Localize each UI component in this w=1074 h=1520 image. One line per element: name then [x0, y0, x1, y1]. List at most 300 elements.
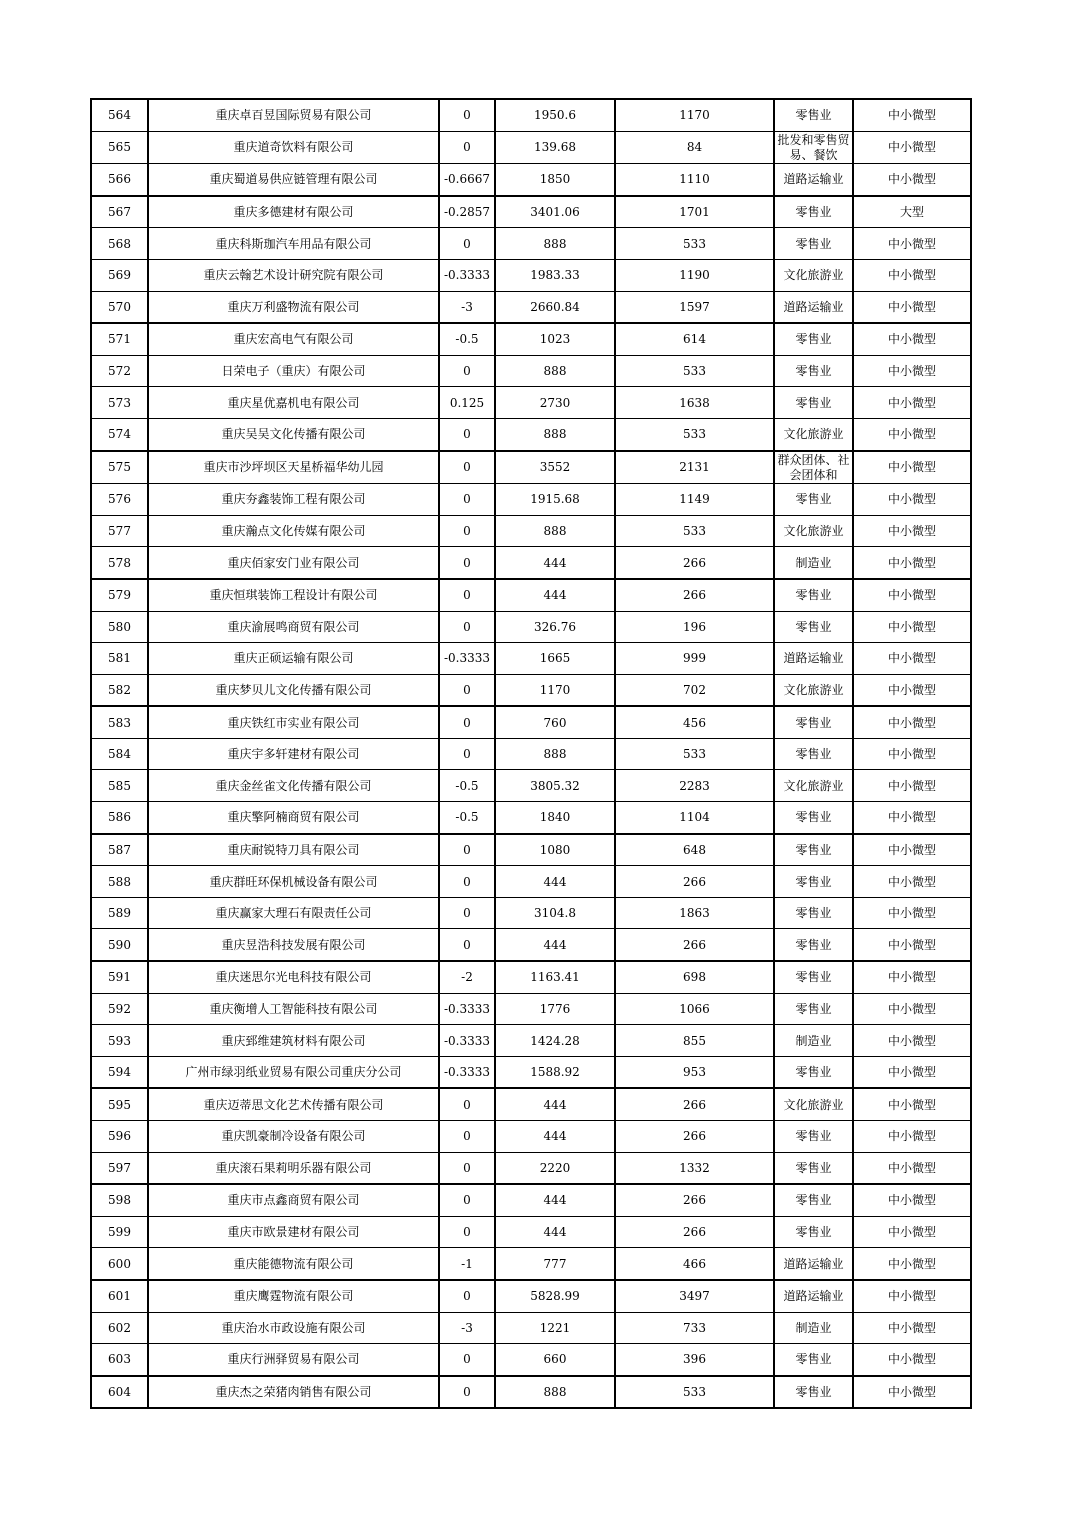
company-name-cell: 重庆市欧景建材有限公司: [148, 1216, 439, 1248]
subsidy-cell: 999: [615, 643, 774, 675]
amount-cell: 326.76: [495, 611, 615, 643]
change-value-cell: 0: [439, 131, 495, 164]
industry-cell: 零售业: [774, 1152, 853, 1184]
enterprise-size-cell: 中小微型: [853, 706, 971, 738]
company-name-cell: 重庆恒琪装饰工程设计有限公司: [148, 579, 439, 611]
change-value-cell: -0.5: [439, 323, 495, 355]
change-value-cell: 0: [439, 897, 495, 929]
row-number-cell: 584: [91, 738, 148, 770]
table-row: [91, 1216, 971, 1248]
subsidy-cell: 266: [615, 1216, 774, 1248]
enterprise-size-cell: 中小微型: [853, 547, 971, 579]
subsidy-cell: 266: [615, 929, 774, 961]
industry-cell: 制造业: [774, 547, 853, 579]
industry-cell: 道路运输业: [774, 643, 853, 675]
subsidy-cell: 1597: [615, 291, 774, 323]
change-value-cell: 0.125: [439, 387, 495, 419]
industry-cell: 零售业: [774, 1184, 853, 1216]
company-name-cell: 重庆蜀道易供应链管理有限公司: [148, 164, 439, 196]
table-row: [91, 961, 971, 993]
subsidy-cell: 614: [615, 323, 774, 355]
table-row: [91, 228, 971, 260]
table-row: [91, 579, 971, 611]
table-row: [91, 515, 971, 547]
change-value-cell: 0: [439, 484, 495, 516]
change-value-cell: -2: [439, 961, 495, 993]
amount-cell: 3805.32: [495, 770, 615, 802]
row-number-cell: 592: [91, 993, 148, 1025]
row-number-cell: 569: [91, 259, 148, 291]
enterprise-size-cell: 中小微型: [853, 1280, 971, 1312]
industry-cell: 零售业: [774, 579, 853, 611]
row-number-cell: 602: [91, 1312, 148, 1344]
enterprise-size-cell: 中小微型: [853, 674, 971, 706]
subsidy-cell: 733: [615, 1312, 774, 1344]
amount-cell: 444: [495, 1184, 615, 1216]
enterprise-size-cell: 中小微型: [853, 228, 971, 260]
enterprise-size-cell: 中小微型: [853, 1088, 971, 1120]
company-name-cell: 重庆多德建材有限公司: [148, 196, 439, 228]
enterprise-size-cell: 中小微型: [853, 1025, 971, 1057]
table-row: [91, 1344, 971, 1376]
industry-cell: 零售业: [774, 993, 853, 1025]
change-value-cell: -0.3333: [439, 259, 495, 291]
row-number-cell: 568: [91, 228, 148, 260]
industry-cell: 零售业: [774, 897, 853, 929]
company-name-cell: 重庆云翰艺术设计研究院有限公司: [148, 259, 439, 291]
company-name-cell: 重庆正硕运输有限公司: [148, 643, 439, 675]
company-name-cell: 重庆耐锐特刀具有限公司: [148, 834, 439, 866]
row-number-cell: 578: [91, 547, 148, 579]
data-table: [90, 98, 972, 1409]
change-value-cell: 0: [439, 866, 495, 898]
change-value-cell: 0: [439, 834, 495, 866]
row-number-cell: 574: [91, 418, 148, 450]
enterprise-size-cell: 中小微型: [853, 929, 971, 961]
company-name-cell: 重庆群旺环保机械设备有限公司: [148, 866, 439, 898]
industry-cell: 零售业: [774, 738, 853, 770]
industry-cell: [774, 451, 853, 484]
industry-cell: 文化旅游业: [774, 1088, 853, 1120]
amount-cell: 139.68: [495, 131, 615, 164]
change-value-cell: 0: [439, 1280, 495, 1312]
table-row: [91, 355, 971, 387]
subsidy-cell: 266: [615, 1088, 774, 1120]
subsidy-cell: 533: [615, 228, 774, 260]
table-row: [91, 706, 971, 738]
row-number-cell: 596: [91, 1121, 148, 1153]
table-row: [91, 866, 971, 898]
table-row: [91, 611, 971, 643]
company-name-cell: 重庆赢家大理石有限责任公司: [148, 897, 439, 929]
change-value-cell: 0: [439, 706, 495, 738]
change-value-cell: -0.3333: [439, 1025, 495, 1057]
amount-cell: 1170: [495, 674, 615, 706]
industry-cell: 零售业: [774, 929, 853, 961]
change-value-cell: 0: [439, 99, 495, 131]
industry-cell: 道路运输业: [774, 1280, 853, 1312]
enterprise-size-cell: 中小微型: [853, 131, 971, 164]
industry-cell: 文化旅游业: [774, 770, 853, 802]
subsidy-cell: 196: [615, 611, 774, 643]
table-row: [91, 547, 971, 579]
amount-cell: 660: [495, 1344, 615, 1376]
company-name-cell: 重庆治水市政设施有限公司: [148, 1312, 439, 1344]
industry-cell: 零售业: [774, 323, 853, 355]
industry-cell: 零售业: [774, 706, 853, 738]
enterprise-size-cell: 中小微型: [853, 802, 971, 834]
industry-cell: 零售业: [774, 866, 853, 898]
company-name-cell: 重庆宏高电气有限公司: [148, 323, 439, 355]
row-number-cell: 590: [91, 929, 148, 961]
amount-cell: 444: [495, 929, 615, 961]
amount-cell: 1163.41: [495, 961, 615, 993]
row-number-cell: 582: [91, 674, 148, 706]
subsidy-cell: 702: [615, 674, 774, 706]
subsidy-cell: 533: [615, 738, 774, 770]
amount-cell: 888: [495, 418, 615, 450]
table-row: [91, 451, 971, 484]
change-value-cell: 0: [439, 515, 495, 547]
amount-cell: 1850: [495, 164, 615, 196]
company-name-cell: 日荣电子（重庆）有限公司: [148, 355, 439, 387]
change-value-cell: -0.5: [439, 770, 495, 802]
table-body: [91, 99, 971, 1408]
enterprise-size-cell: 中小微型: [853, 323, 971, 355]
company-name-cell: 重庆道奇饮料有限公司: [148, 131, 439, 164]
company-name-cell: 重庆凯豪制冷设备有限公司: [148, 1121, 439, 1153]
enterprise-size-cell: 中小微型: [853, 1248, 971, 1280]
table-row: [91, 834, 971, 866]
company-name-cell: 重庆鹰霆物流有限公司: [148, 1280, 439, 1312]
row-number-cell: 589: [91, 897, 148, 929]
subsidy-cell: 1701: [615, 196, 774, 228]
table-row: [91, 291, 971, 323]
company-name-cell: 重庆行洲驿贸易有限公司: [148, 1344, 439, 1376]
enterprise-size-cell: 中小微型: [853, 1376, 971, 1409]
amount-cell: 1950.6: [495, 99, 615, 131]
amount-cell: 2660.84: [495, 291, 615, 323]
row-number-cell: 585: [91, 770, 148, 802]
subsidy-cell: 855: [615, 1025, 774, 1057]
change-value-cell: 0: [439, 1121, 495, 1153]
table-row: [91, 1312, 971, 1344]
change-value-cell: 0: [439, 738, 495, 770]
amount-cell: 444: [495, 1216, 615, 1248]
change-value-cell: -1: [439, 1248, 495, 1280]
subsidy-cell: 1170: [615, 99, 774, 131]
industry-cell: 零售业: [774, 484, 853, 516]
table-row: [91, 323, 971, 355]
row-number-cell: 599: [91, 1216, 148, 1248]
enterprise-size-cell: 中小微型: [853, 1152, 971, 1184]
amount-cell: 1776: [495, 993, 615, 1025]
change-value-cell: -0.5: [439, 802, 495, 834]
amount-cell: 1023: [495, 323, 615, 355]
subsidy-cell: 396: [615, 1344, 774, 1376]
company-name-cell: 重庆擎阿楠商贸有限公司: [148, 802, 439, 834]
industry-cell: 零售业: [774, 228, 853, 260]
table-row: [91, 1248, 971, 1280]
amount-cell: 1840: [495, 802, 615, 834]
enterprise-size-cell: 中小微型: [853, 1121, 971, 1153]
amount-cell: 444: [495, 866, 615, 898]
table-row: [91, 674, 971, 706]
amount-cell: 888: [495, 738, 615, 770]
table-row: [91, 1152, 971, 1184]
row-number-cell: 583: [91, 706, 148, 738]
industry-text: 批发和零售贸易、餐饮: [777, 132, 850, 162]
table-row: [91, 387, 971, 419]
subsidy-cell: 2283: [615, 770, 774, 802]
amount-cell: 444: [495, 1121, 615, 1153]
table-row: [91, 196, 971, 228]
table-row: [91, 1184, 971, 1216]
subsidy-cell: 1066: [615, 993, 774, 1025]
enterprise-size-cell: 中小微型: [853, 164, 971, 196]
amount-cell: 444: [495, 1088, 615, 1120]
amount-cell: 1588.92: [495, 1056, 615, 1088]
industry-cell: 道路运输业: [774, 1248, 853, 1280]
subsidy-cell: 1863: [615, 897, 774, 929]
enterprise-size-cell: 中小微型: [853, 993, 971, 1025]
table-row: [91, 1121, 971, 1153]
enterprise-size-cell: 中小微型: [853, 1184, 971, 1216]
subsidy-cell: 953: [615, 1056, 774, 1088]
company-name-cell: 重庆衡增人工智能科技有限公司: [148, 993, 439, 1025]
enterprise-size-cell: 中小微型: [853, 1344, 971, 1376]
change-value-cell: 0: [439, 929, 495, 961]
row-number-cell: 597: [91, 1152, 148, 1184]
enterprise-size-cell: 中小微型: [853, 484, 971, 516]
row-number-cell: 577: [91, 515, 148, 547]
amount-cell: 444: [495, 547, 615, 579]
amount-cell: 3401.06: [495, 196, 615, 228]
company-name-cell: 重庆宇多轩建材有限公司: [148, 738, 439, 770]
enterprise-size-cell: 中小微型: [853, 611, 971, 643]
change-value-cell: 0: [439, 611, 495, 643]
amount-cell: 444: [495, 579, 615, 611]
industry-cell: 零售业: [774, 1056, 853, 1088]
table-row: [91, 164, 971, 196]
company-name-cell: 重庆梦贝儿文化传播有限公司: [148, 674, 439, 706]
row-number-cell: 579: [91, 579, 148, 611]
row-number-cell: 576: [91, 484, 148, 516]
industry-cell: 文化旅游业: [774, 515, 853, 547]
table-row: [91, 802, 971, 834]
enterprise-size-cell: 中小微型: [853, 1312, 971, 1344]
row-number-cell: 603: [91, 1344, 148, 1376]
table-row: [91, 770, 971, 802]
table-row: [91, 738, 971, 770]
amount-cell: 1915.68: [495, 484, 615, 516]
subsidy-cell: 456: [615, 706, 774, 738]
subsidy-cell: 266: [615, 1121, 774, 1153]
row-number-cell: 573: [91, 387, 148, 419]
industry-cell: 文化旅游业: [774, 674, 853, 706]
subsidy-cell: 466: [615, 1248, 774, 1280]
company-name-cell: 重庆渝展鸣商贸有限公司: [148, 611, 439, 643]
amount-cell: 888: [495, 228, 615, 260]
subsidy-cell: 1104: [615, 802, 774, 834]
subsidy-cell: 1190: [615, 259, 774, 291]
industry-cell: 零售业: [774, 611, 853, 643]
industry-cell: 文化旅游业: [774, 418, 853, 450]
table-row: [91, 131, 971, 164]
industry-cell: 零售业: [774, 1121, 853, 1153]
amount-cell: 888: [495, 355, 615, 387]
row-number-cell: 591: [91, 961, 148, 993]
amount-cell: 1983.33: [495, 259, 615, 291]
change-value-cell: 0: [439, 1344, 495, 1376]
enterprise-size-cell: 中小微型: [853, 738, 971, 770]
amount-cell: 2730: [495, 387, 615, 419]
company-name-cell: 重庆金丝雀文化传播有限公司: [148, 770, 439, 802]
company-name-cell: 重庆滚石果莉明乐器有限公司: [148, 1152, 439, 1184]
enterprise-size-cell: 中小微型: [853, 515, 971, 547]
enterprise-size-cell: 中小微型: [853, 834, 971, 866]
enterprise-size-cell: 中小微型: [853, 579, 971, 611]
subsidy-cell: 266: [615, 547, 774, 579]
company-name-cell: 重庆昱浩科技发展有限公司: [148, 929, 439, 961]
industry-cell: 文化旅游业: [774, 259, 853, 291]
table-row: [91, 99, 971, 131]
subsidy-cell: 533: [615, 418, 774, 450]
change-value-cell: 0: [439, 1152, 495, 1184]
enterprise-size-cell: 大型: [853, 196, 971, 228]
change-value-cell: 0: [439, 547, 495, 579]
subsidy-cell: 698: [615, 961, 774, 993]
row-number-cell: 572: [91, 355, 148, 387]
company-name-cell: 重庆迷思尔光电科技有限公司: [148, 961, 439, 993]
company-name-cell: 重庆瀚点文化传媒有限公司: [148, 515, 439, 547]
subsidy-cell: 2131: [615, 451, 774, 484]
enterprise-size-cell: 中小微型: [853, 387, 971, 419]
company-name-cell: 重庆迈蒂思文化艺术传播有限公司: [148, 1088, 439, 1120]
change-value-cell: -3: [439, 1312, 495, 1344]
industry-cell: 零售业: [774, 99, 853, 131]
row-number-cell: 581: [91, 643, 148, 675]
amount-cell: 1665: [495, 643, 615, 675]
change-value-cell: -0.2857: [439, 196, 495, 228]
change-value-cell: 0: [439, 418, 495, 450]
enterprise-size-cell: 中小微型: [853, 1216, 971, 1248]
industry-cell: 零售业: [774, 1216, 853, 1248]
enterprise-size-cell: 中小微型: [853, 866, 971, 898]
change-value-cell: -0.3333: [439, 643, 495, 675]
amount-cell: 888: [495, 515, 615, 547]
industry-cell: 零售业: [774, 387, 853, 419]
company-name-cell: 重庆郅维建筑材料有限公司: [148, 1025, 439, 1057]
table-row: [91, 259, 971, 291]
table-row: [91, 1025, 971, 1057]
industry-cell: 零售业: [774, 802, 853, 834]
industry-cell: 零售业: [774, 834, 853, 866]
table-row: [91, 929, 971, 961]
table-row: [91, 418, 971, 450]
subsidy-cell: 3497: [615, 1280, 774, 1312]
enterprise-size-cell: 中小微型: [853, 355, 971, 387]
amount-cell: 1221: [495, 1312, 615, 1344]
row-number-cell: 587: [91, 834, 148, 866]
subsidy-cell: 533: [615, 1376, 774, 1409]
change-value-cell: 0: [439, 1216, 495, 1248]
industry-cell: 道路运输业: [774, 164, 853, 196]
company-name-cell: 重庆市点鑫商贸有限公司: [148, 1184, 439, 1216]
row-number-cell: 571: [91, 323, 148, 355]
industry-cell: 零售业: [774, 961, 853, 993]
amount-cell: 2220: [495, 1152, 615, 1184]
row-number-cell: 586: [91, 802, 148, 834]
table-row: [91, 643, 971, 675]
industry-cell: 制造业: [774, 1025, 853, 1057]
table-row: [91, 897, 971, 929]
subsidy-cell: 533: [615, 355, 774, 387]
company-name-cell: 重庆铁红市实业有限公司: [148, 706, 439, 738]
change-value-cell: 0: [439, 1376, 495, 1409]
company-name-cell: 重庆卓百昱国际贸易有限公司: [148, 99, 439, 131]
change-value-cell: 0: [439, 355, 495, 387]
company-name-cell: 重庆吴吴文化传播有限公司: [148, 418, 439, 450]
row-number-cell: 570: [91, 291, 148, 323]
change-value-cell: 0: [439, 1088, 495, 1120]
industry-cell: 零售业: [774, 1376, 853, 1409]
row-number-cell: 567: [91, 196, 148, 228]
subsidy-cell: 266: [615, 579, 774, 611]
subsidy-cell: 1110: [615, 164, 774, 196]
table-row: [91, 1088, 971, 1120]
industry-cell: [774, 131, 853, 164]
industry-cell: 零售业: [774, 355, 853, 387]
row-number-cell: 566: [91, 164, 148, 196]
company-name-cell: 重庆能德物流有限公司: [148, 1248, 439, 1280]
change-value-cell: -3: [439, 291, 495, 323]
company-name-cell: 重庆佰家安门业有限公司: [148, 547, 439, 579]
row-number-cell: 564: [91, 99, 148, 131]
company-name-cell: 重庆星优嘉机电有限公司: [148, 387, 439, 419]
subsidy-cell: 84: [615, 131, 774, 164]
change-value-cell: 0: [439, 579, 495, 611]
row-number-cell: 594: [91, 1056, 148, 1088]
table-row: [91, 993, 971, 1025]
company-name-cell: 重庆市沙坪坝区天星桥福华幼儿园: [148, 451, 439, 484]
amount-cell: 3104.8: [495, 897, 615, 929]
industry-cell: 零售业: [774, 1344, 853, 1376]
amount-cell: 777: [495, 1248, 615, 1280]
table-row: [91, 1376, 971, 1409]
enterprise-size-cell: 中小微型: [853, 99, 971, 131]
subsidy-cell: 1149: [615, 484, 774, 516]
company-name-cell: 广州市绿羽纸业贸易有限公司重庆分公司: [148, 1056, 439, 1088]
enterprise-size-cell: 中小微型: [853, 770, 971, 802]
change-value-cell: 0: [439, 674, 495, 706]
enterprise-size-cell: 中小微型: [853, 418, 971, 450]
row-number-cell: 601: [91, 1280, 148, 1312]
table-row: [91, 1280, 971, 1312]
row-number-cell: 600: [91, 1248, 148, 1280]
enterprise-size-cell: 中小微型: [853, 451, 971, 484]
subsidy-cell: 533: [615, 515, 774, 547]
row-number-cell: 598: [91, 1184, 148, 1216]
company-name-cell: 重庆万利盛物流有限公司: [148, 291, 439, 323]
subsidy-cell: 648: [615, 834, 774, 866]
enterprise-size-cell: 中小微型: [853, 897, 971, 929]
table-row: [91, 1056, 971, 1088]
enterprise-size-cell: 中小微型: [853, 961, 971, 993]
amount-cell: 1424.28: [495, 1025, 615, 1057]
subsidy-cell: 1638: [615, 387, 774, 419]
company-name-cell: 重庆夯鑫装饰工程有限公司: [148, 484, 439, 516]
